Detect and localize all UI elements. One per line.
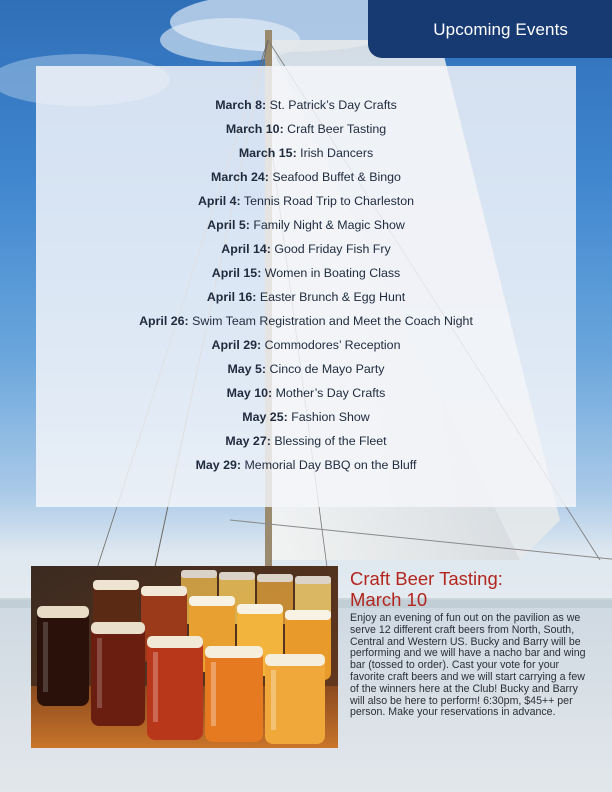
event-date: March 24: [211,170,269,184]
event-item [36,381,576,405]
event-date: April 16: [206,290,257,304]
event-name: Women in Boating Class [264,266,401,280]
event-item [36,165,576,189]
event-date: April 4: [197,194,241,208]
event-date: April 5: [207,218,250,232]
event-item [36,285,576,309]
event-item [36,261,576,285]
feature-title-line2: March 10 [350,589,428,610]
events-panel [36,66,576,507]
event-item [36,405,576,429]
event-item [36,333,576,357]
event-item [36,117,576,141]
event-name: Swim Team Registration and Meet the Coach Night [192,314,473,328]
event-item [36,453,576,477]
event-date: May 5: [227,362,267,376]
event-date: May 25: [242,410,288,424]
event-item [36,309,576,333]
event-name: Irish Dancers [300,146,374,160]
event-date: May 29: [195,458,242,472]
event-name: Memorial Day BBQ on the Bluff [244,458,417,472]
feature-body: Enjoy an evening of fun out on the pavilion as we serve 12 different craft beers from North, South, Central and Western US. Bucky and Barry will be performing and we will have a nacho bar and wing bar (tossed to order). Cast your vote for your favorite craft beers and we will start carrying a few of the winners here at the Club! Bucky and Barry will also be here to perform! 6:30pm, $45++ per person. Make your reservations in advance. [350,612,586,719]
event-name: Easter Brunch & Egg Hunt [259,290,406,304]
feature-title-line1: Craft Beer Tasting: [350,568,503,589]
event-name: Good Friday Fish Fry [274,242,391,256]
event-name: Blessing of the Fleet [274,434,387,448]
event-name: Family Night & Magic Show [253,218,405,232]
event-date: March 15: [238,146,297,160]
feature-title [350,568,590,610]
event-item [36,189,576,213]
event-date: April 15: [211,266,262,280]
event-item [36,357,576,381]
event-name: Seafood Buffet & Bingo [272,170,401,184]
event-name: Cinco de Mayo Party [269,362,385,376]
event-date: March 8: [215,98,267,112]
event-name: St. Patrick’s Day Crafts [269,98,397,112]
event-name: Craft Beer Tasting [287,122,387,136]
event-item [36,93,576,117]
event-name: Fashion Show [291,410,370,424]
event-date: April 26: [139,314,189,328]
events-list [36,93,576,477]
event-date: April 14: [221,242,271,256]
event-name: Commodores’ Reception [264,338,401,352]
event-date: May 10: [226,386,273,400]
event-name: Mother’s Day Crafts [275,386,386,400]
event-date: April 29: [211,338,262,352]
event-item [36,141,576,165]
event-item [36,213,576,237]
header-tab [368,0,612,58]
event-date: May 27: [225,434,271,448]
beer-glasses-photo [31,566,338,748]
event-name: Tennis Road Trip to Charleston [243,194,415,208]
beer-glasses-illustration [31,566,338,748]
event-date: March 10: [225,122,284,136]
event-item [36,429,576,453]
event-item [36,237,576,261]
page-title: Upcoming Events [433,20,568,39]
